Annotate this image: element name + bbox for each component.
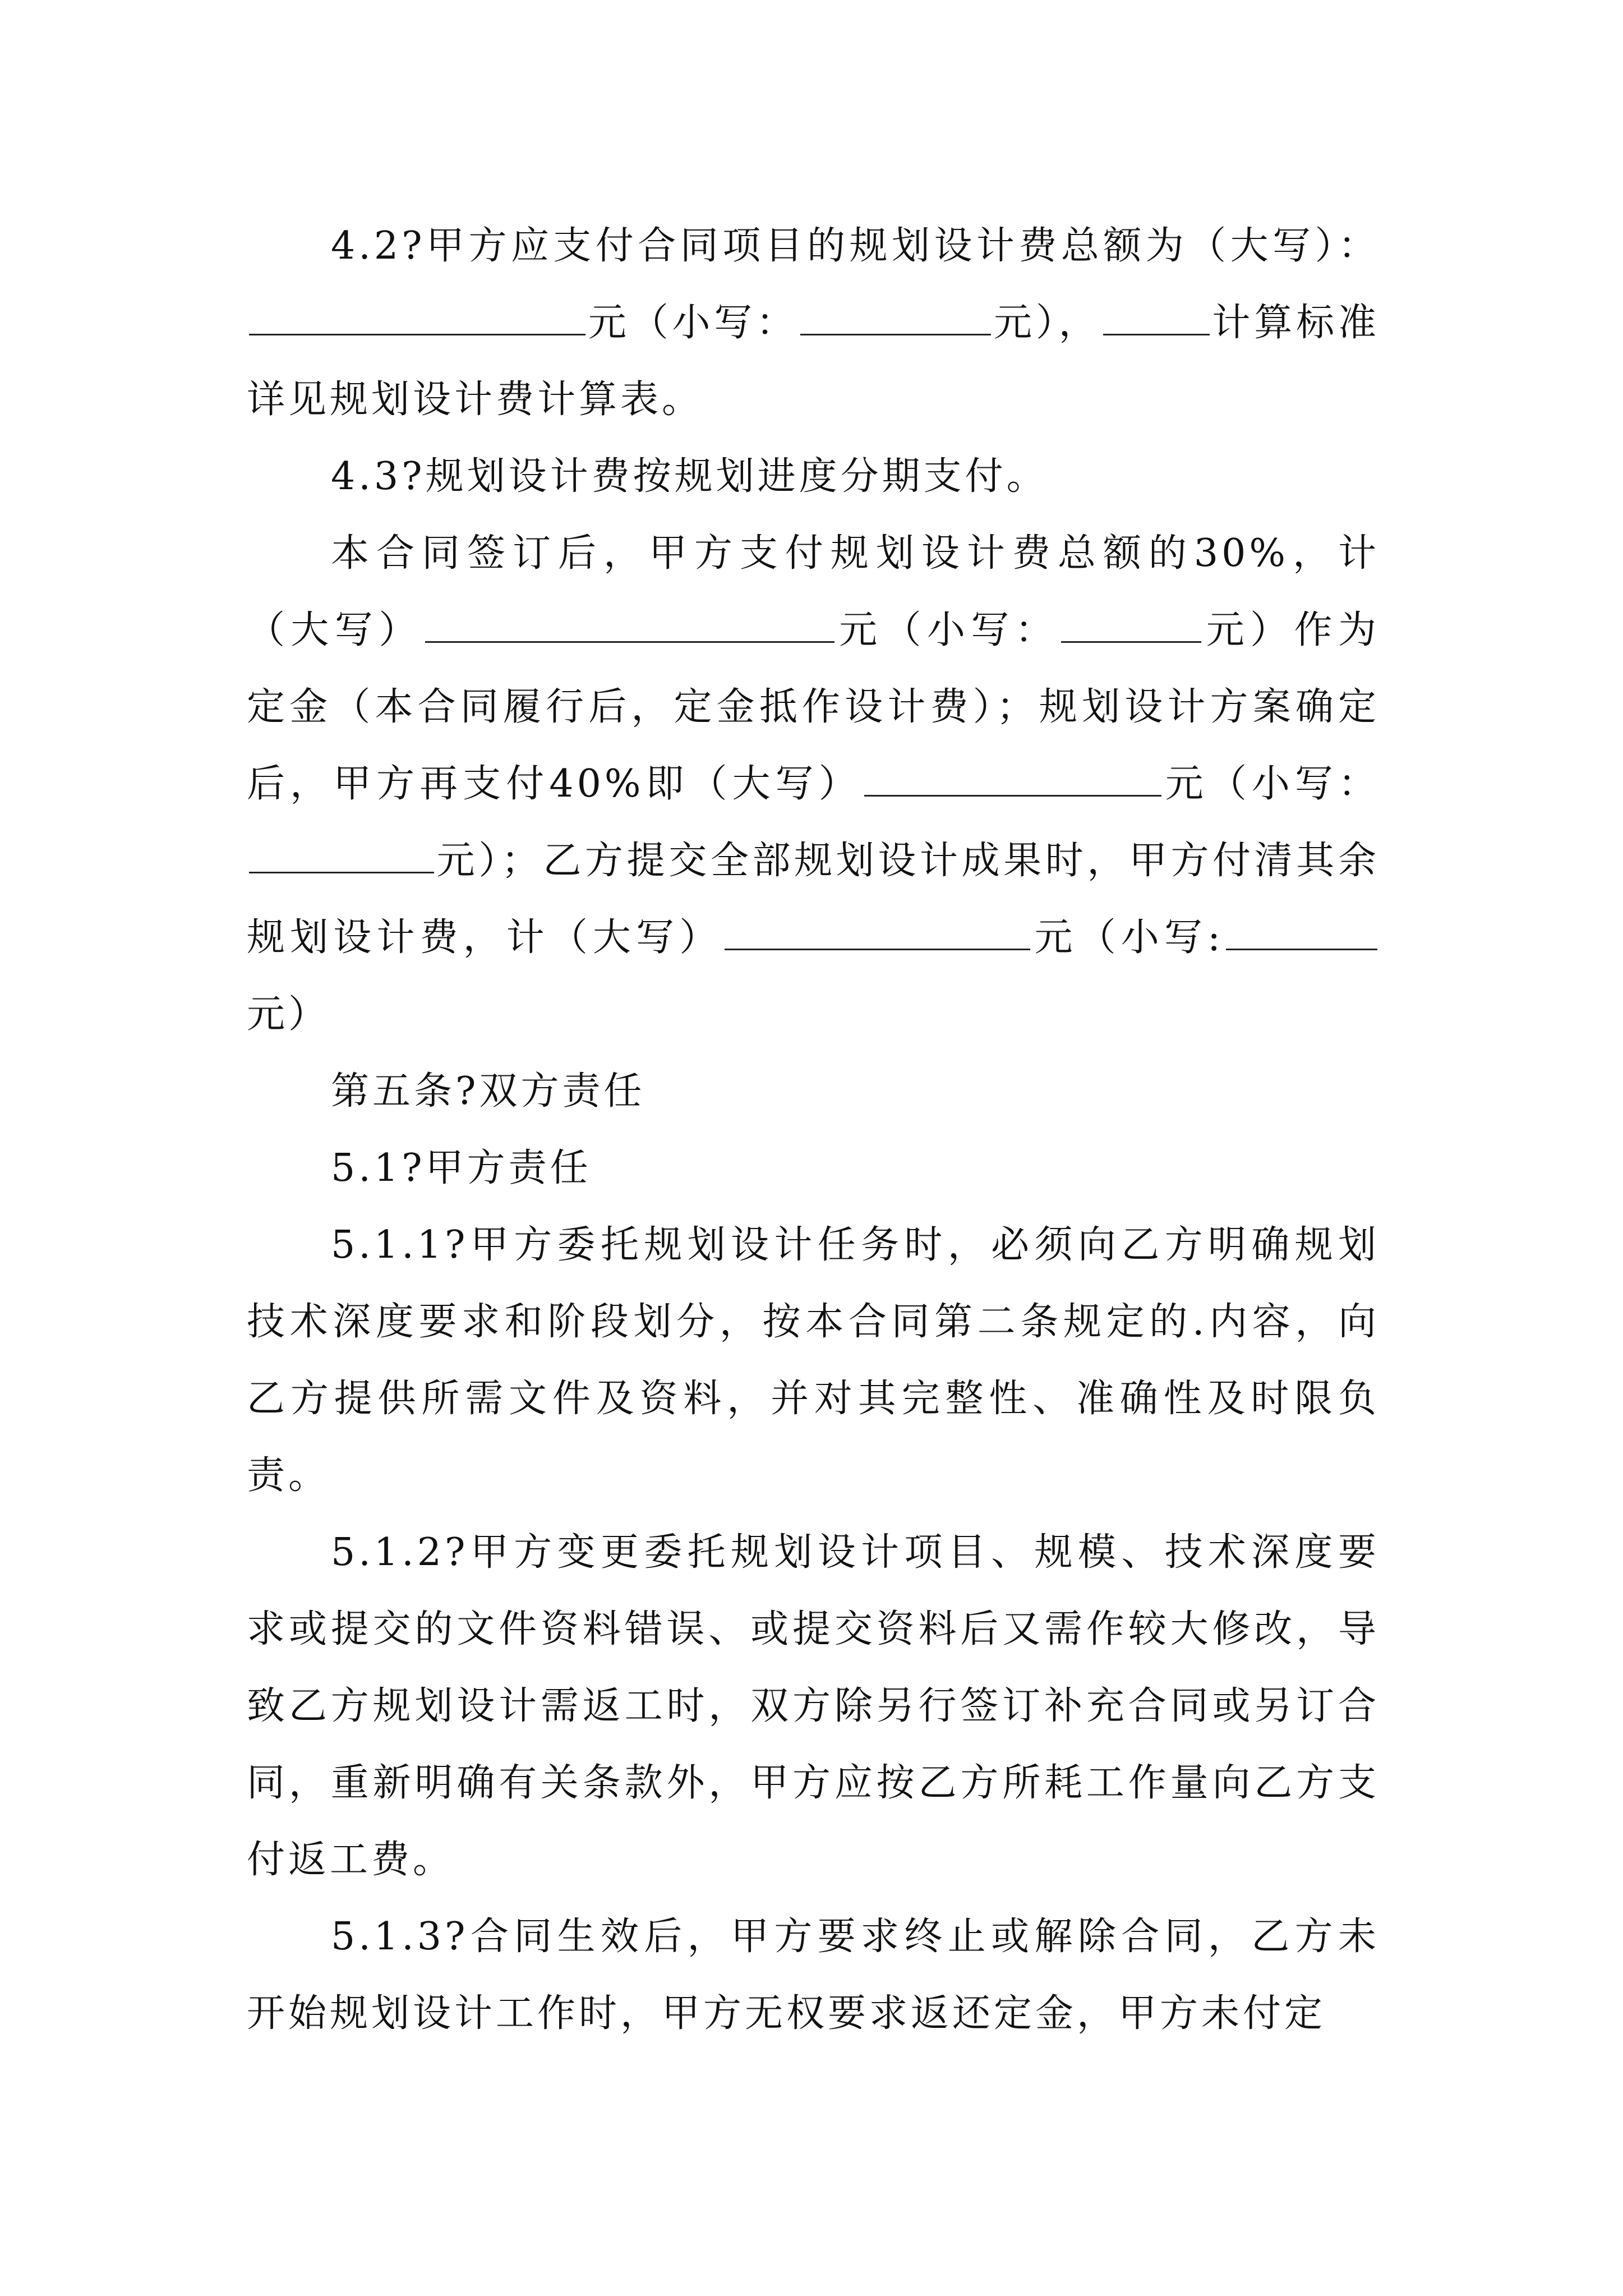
- clause-4-2-paragraph: [247, 208, 1380, 438]
- payment-deposit-text: 本合同签订后，甲方支付规划设计费总额的30%，计（大写）: [247, 531, 1380, 652]
- clause-5-1-2-paragraph: 5.1.2?甲方变更委托规划设计项目、规模、技术深度要求或提交的文件资料错误、或提交资料后又需作较大修改，导致乙方规划设计需返工时，双方除另行签订补充合同或另订合同，重新明确有关条款外，甲方应按乙方所耗工作量向乙方支付返工费。: [247, 1530, 1380, 1882]
- article-5-heading: 第五条?双方责任: [331, 1069, 645, 1114]
- contract-body: [247, 208, 1380, 2052]
- clause-4-2-calc-text: 计算标准详见规划设计费计算表。: [247, 301, 1380, 422]
- fill-blank-total-lowercase: [800, 300, 991, 335]
- clause-5-1-3-paragraph: 5.1.3?合同生效后，甲方要求终止或解除合同，乙方未开始规划设计工作时，甲方无权要求返还定金，甲方未付定: [247, 1915, 1380, 2036]
- clause-4-3-paragraph: 4.3?规划设计费按规划进度分期支付。: [331, 454, 1048, 499]
- payment-second-lower-label: 元（小写：: [1163, 762, 1380, 806]
- fill-blank-calc: [1103, 300, 1210, 335]
- fill-blank-deposit-lowercase: [1061, 608, 1201, 643]
- payment-final-lower-label: 元（小写:: [1032, 915, 1224, 960]
- fill-blank-final-uppercase: [725, 915, 1030, 950]
- section-5-1-heading: 5.1?甲方责任: [331, 1146, 592, 1190]
- payment-schedule-paragraph: [247, 515, 1380, 1053]
- payment-final-close: 元）: [247, 992, 330, 1037]
- fill-blank-second-lowercase: [249, 838, 434, 873]
- fill-blank-deposit-uppercase: [425, 608, 834, 643]
- clause-4-2-yuan-close: 元），: [993, 301, 1101, 345]
- fill-blank-final-lowercase: [1226, 915, 1377, 950]
- payment-second-text: 元）作为定金（本合同履行后，定金抵作设计费）；规划设计方案确定后，甲方再支付40%即（大写）: [247, 608, 1380, 806]
- payment-deposit-lower-label: 元（小写：: [836, 608, 1059, 652]
- fill-blank-second-uppercase: [864, 761, 1161, 797]
- clause-4-2-text: 4.2?甲方应支付合同项目的规划设计费总额为（大写）：: [331, 224, 1380, 268]
- clause-4-2-yuan-lower-label: 元（小写：: [588, 301, 799, 345]
- clause-5-1-1-paragraph: 5.1.1?甲方委托规划设计任务时，必须向乙方明确规划技术深度要求和阶段划分，按本合同第二条规定的.内容，向乙方提供所需文件及资料，并对其完整性、准确性及时限负责。: [247, 1223, 1380, 1498]
- fill-blank-total-uppercase: [249, 300, 585, 335]
- payment-final-text: 元）；乙方提交全部规划设计成果时，甲方付清其余规划设计费，计（大写）: [247, 839, 1380, 960]
